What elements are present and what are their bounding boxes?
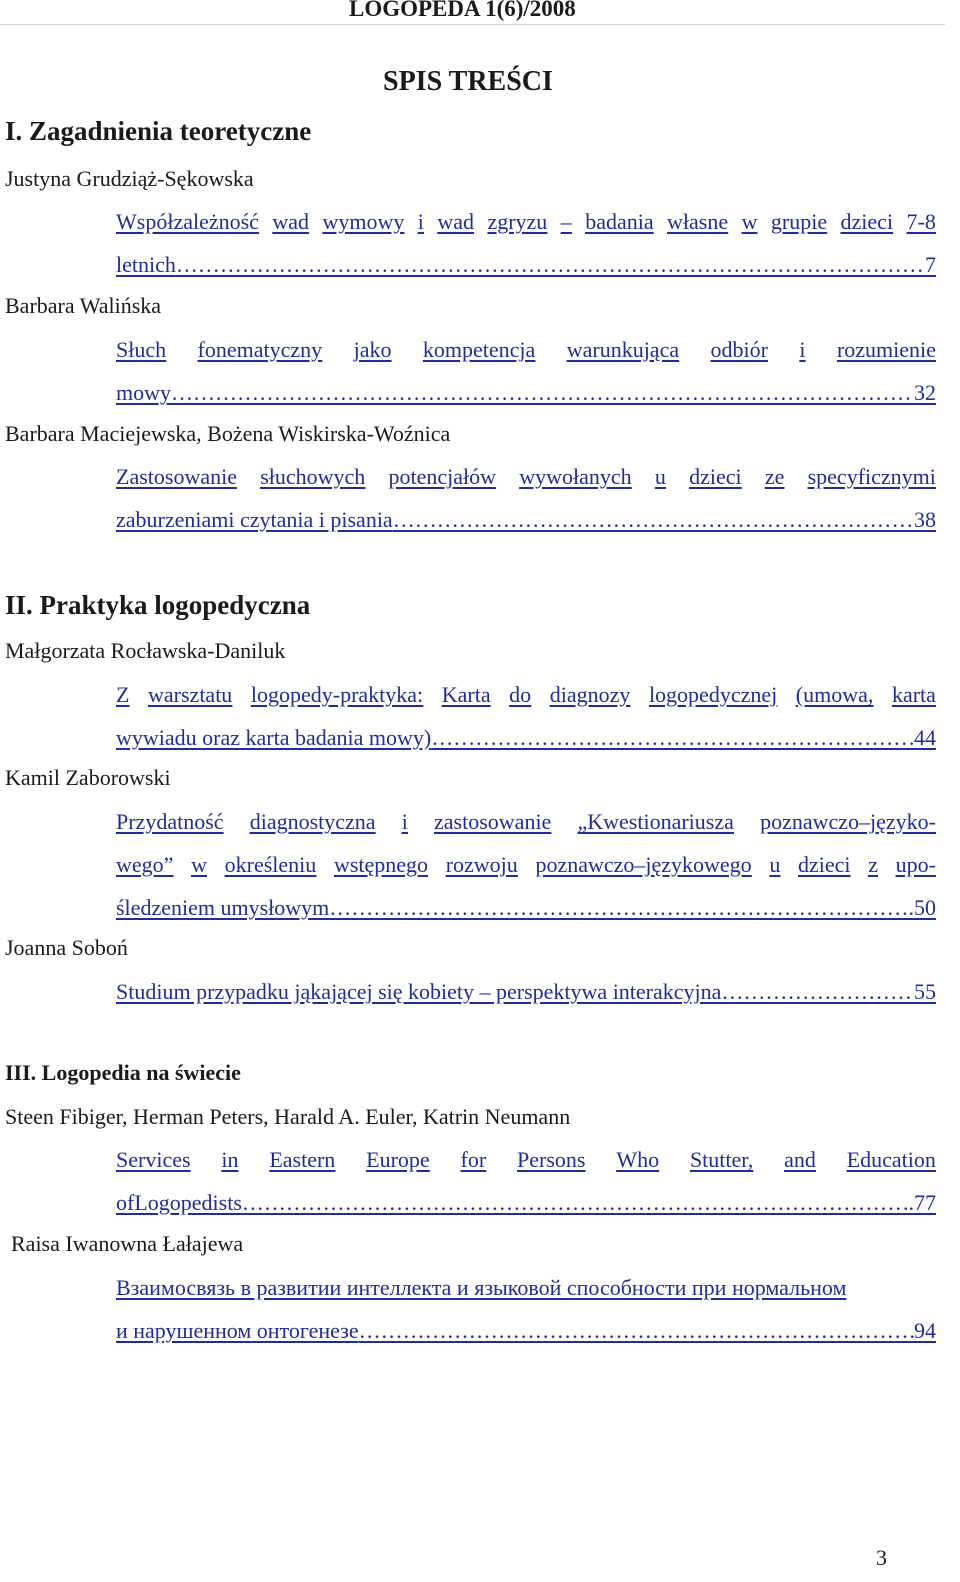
title-word[interactable]: Słuch (116, 337, 167, 362)
title-word[interactable]: określeniu (224, 852, 317, 877)
title-word[interactable]: and (784, 1147, 816, 1172)
title-word[interactable]: dzieci (689, 464, 742, 489)
page-number: 3 (876, 1545, 887, 1570)
title-word[interactable]: ze (764, 464, 785, 489)
title-word[interactable]: diagnostyczna (249, 809, 376, 834)
title-word[interactable]: logopedycznej (648, 682, 778, 707)
entry-title-text[interactable]: Studium przypadku jąkającej się kobiety – perspektywa interakcyjna (116, 979, 722, 1004)
entry-title-line[interactable] (116, 371, 936, 414)
entry-title-text[interactable]: zaburzeniami czytania i pisania (116, 507, 393, 532)
title-word[interactable]: „Kwestionariusza (577, 809, 734, 834)
title-word[interactable]: własne (667, 209, 729, 234)
toc-entry-link[interactable] (116, 673, 936, 759)
title-word[interactable]: i (799, 337, 806, 362)
page-ref[interactable]: 7 (925, 252, 936, 277)
title-word[interactable]: wymowy (322, 209, 405, 234)
entry-title-line[interactable] (116, 455, 936, 498)
title-word[interactable]: – (560, 209, 572, 234)
entry-title-text[interactable]: Взаимосвязь в развитии интеллекта и языковой способности при нормальном (116, 1275, 847, 1300)
title-word[interactable]: wad (272, 209, 310, 234)
title-word[interactable]: wstępnego (333, 852, 429, 877)
toc-entry-link[interactable] (116, 970, 936, 1013)
title-word[interactable]: fonematyczny (197, 337, 323, 362)
toc-entry-link[interactable] (116, 328, 936, 414)
page-header (0, 0, 945, 25)
page-ref[interactable]: .50 (908, 895, 936, 920)
dot-leader (359, 1309, 914, 1352)
title-word[interactable]: Przydatność (116, 809, 224, 834)
dot-leader (431, 716, 914, 759)
author: Raisa Iwanowna Łałajewa (11, 1231, 244, 1256)
dot-leader (242, 1181, 903, 1224)
author: Małgorzata Rocławska-Daniluk (5, 638, 286, 663)
title-word[interactable]: upo- (895, 852, 936, 877)
title-word[interactable]: rozumienie (836, 337, 936, 362)
author: Justyna Grudziąż-Sękowska (5, 166, 254, 191)
entry-title-line[interactable] (116, 800, 936, 843)
entry-title-text[interactable]: ofLogopedists (116, 1190, 242, 1215)
title-word[interactable]: Europe (366, 1147, 430, 1172)
page-ref[interactable]: 44 (914, 725, 936, 750)
title-word[interactable]: 7-8 (906, 209, 936, 234)
entry-title-line[interactable] (116, 328, 936, 371)
title-word[interactable]: diagnozy (549, 682, 631, 707)
title-word[interactable]: odbiór (710, 337, 768, 362)
entry-title-line[interactable] (116, 1309, 936, 1352)
title-word[interactable]: badania (585, 209, 654, 234)
title-word[interactable]: grupie (770, 209, 828, 234)
entry-title-line[interactable] (116, 716, 936, 759)
page-ref[interactable]: 94 (914, 1318, 936, 1343)
title-word[interactable]: dzieci (798, 852, 851, 877)
title-word[interactable]: jako (353, 337, 392, 362)
title-word[interactable]: warunkująca (566, 337, 680, 362)
title-word[interactable]: in (221, 1147, 239, 1172)
title-word[interactable]: Z (116, 682, 130, 707)
dot-leader (721, 970, 914, 1013)
title-word[interactable]: specyficznymi (807, 464, 936, 489)
title-word[interactable]: Współzależność (116, 209, 259, 234)
author: Kamil Zaborowski (5, 765, 171, 790)
entry-title-line[interactable] (116, 843, 936, 886)
title-word[interactable]: Stutter, (689, 1147, 754, 1172)
entry-title-line[interactable] (116, 1181, 936, 1224)
title-word[interactable]: wywołanych (519, 464, 632, 489)
toc-entry-link[interactable] (116, 455, 936, 541)
toc-entry-link[interactable] (116, 800, 936, 929)
title-word[interactable]: logopedy-praktyka: (250, 682, 424, 707)
toc-title: SPIS TREŚCI (383, 66, 553, 97)
title-word[interactable]: Services (116, 1147, 191, 1172)
title-word[interactable]: zgryzu (487, 209, 548, 234)
title-word[interactable]: Education (846, 1147, 936, 1172)
dot-leader (329, 886, 908, 929)
title-word[interactable]: w (191, 852, 207, 877)
title-word[interactable]: kompetencja (422, 337, 536, 362)
title-word[interactable]: zastosowanie (434, 809, 552, 834)
entry-title-text[interactable]: śledzeniem umysłowym (116, 895, 330, 920)
author: Barbara Walińska (5, 293, 162, 318)
title-word[interactable]: Eastern (269, 1147, 336, 1172)
dot-leader (393, 498, 914, 541)
section-title-1: I. Zagadnienia teoretyczne (5, 116, 312, 146)
entry-title-line[interactable] (116, 1138, 936, 1181)
entry-title-line[interactable] (116, 886, 936, 929)
dot-leader (176, 243, 925, 286)
title-word[interactable]: z (868, 852, 878, 877)
title-word[interactable]: i (401, 809, 408, 834)
title-word[interactable]: Karta (441, 682, 491, 707)
title-word[interactable]: u (654, 464, 666, 489)
title-word[interactable]: wad (437, 209, 475, 234)
entry-title-text[interactable]: wywiadu oraz karta badania mowy) (116, 725, 432, 750)
page-ref[interactable]: 38 (914, 507, 936, 532)
title-word[interactable]: u (769, 852, 781, 877)
title-word[interactable]: (umowa, (795, 682, 874, 707)
author: Steen Fibiger, Herman Peters, Harald A. Euler, Katrin Neumann (5, 1104, 571, 1129)
journal-title: LOGOPEDA 1(6)/2008 (349, 0, 576, 21)
title-word[interactable]: karta (891, 682, 936, 707)
title-word[interactable]: dzieci (840, 209, 894, 234)
title-word[interactable]: poznawczo–językowego (535, 852, 752, 877)
title-word[interactable]: w (741, 209, 758, 234)
title-word[interactable]: Who (616, 1147, 660, 1172)
page-ref[interactable]: 32 (914, 380, 936, 405)
title-word[interactable]: do (509, 682, 532, 707)
page-ref[interactable]: ..77 (903, 1190, 936, 1215)
entry-title-text[interactable]: letnich (116, 252, 176, 277)
entry-title-line[interactable] (116, 1266, 936, 1309)
title-word[interactable]: potencjałów (388, 464, 497, 489)
entry-title-text[interactable]: и нарушенном онтогенезе (116, 1318, 359, 1343)
title-word[interactable]: poznawczo–języko- (760, 809, 936, 834)
entry-title-text[interactable]: mowy (116, 380, 171, 405)
author: Joanna Soboń (5, 935, 128, 960)
title-word[interactable]: i (417, 209, 424, 234)
title-word[interactable]: Zastosowanie (116, 464, 237, 489)
title-word[interactable]: wego” (116, 852, 174, 877)
title-word[interactable]: rozwoju (445, 852, 518, 877)
entry-title-line[interactable] (116, 243, 936, 286)
author: Barbara Maciejewska, Bożena Wiskirska-Woźnica (5, 421, 451, 446)
toc-entry-link[interactable] (116, 200, 936, 286)
page-ref[interactable]: 55 (914, 979, 936, 1004)
title-word[interactable]: warsztatu (148, 682, 233, 707)
entry-title-line[interactable] (116, 498, 936, 541)
section-title-3: III. Logopedia na świecie (5, 1060, 241, 1085)
title-word[interactable]: for (460, 1147, 487, 1172)
entry-title-line[interactable] (116, 673, 936, 716)
section-title-2: II. Praktyka logopedyczna (5, 590, 311, 620)
title-word[interactable]: słuchowych (260, 464, 366, 489)
toc-entry-link[interactable] (116, 1138, 936, 1224)
title-word[interactable]: Persons (517, 1147, 586, 1172)
entry-title-line[interactable] (116, 970, 936, 1013)
entry-title-line[interactable] (116, 200, 936, 243)
toc-entry-link[interactable] (116, 1266, 936, 1352)
dot-leader (171, 371, 914, 414)
